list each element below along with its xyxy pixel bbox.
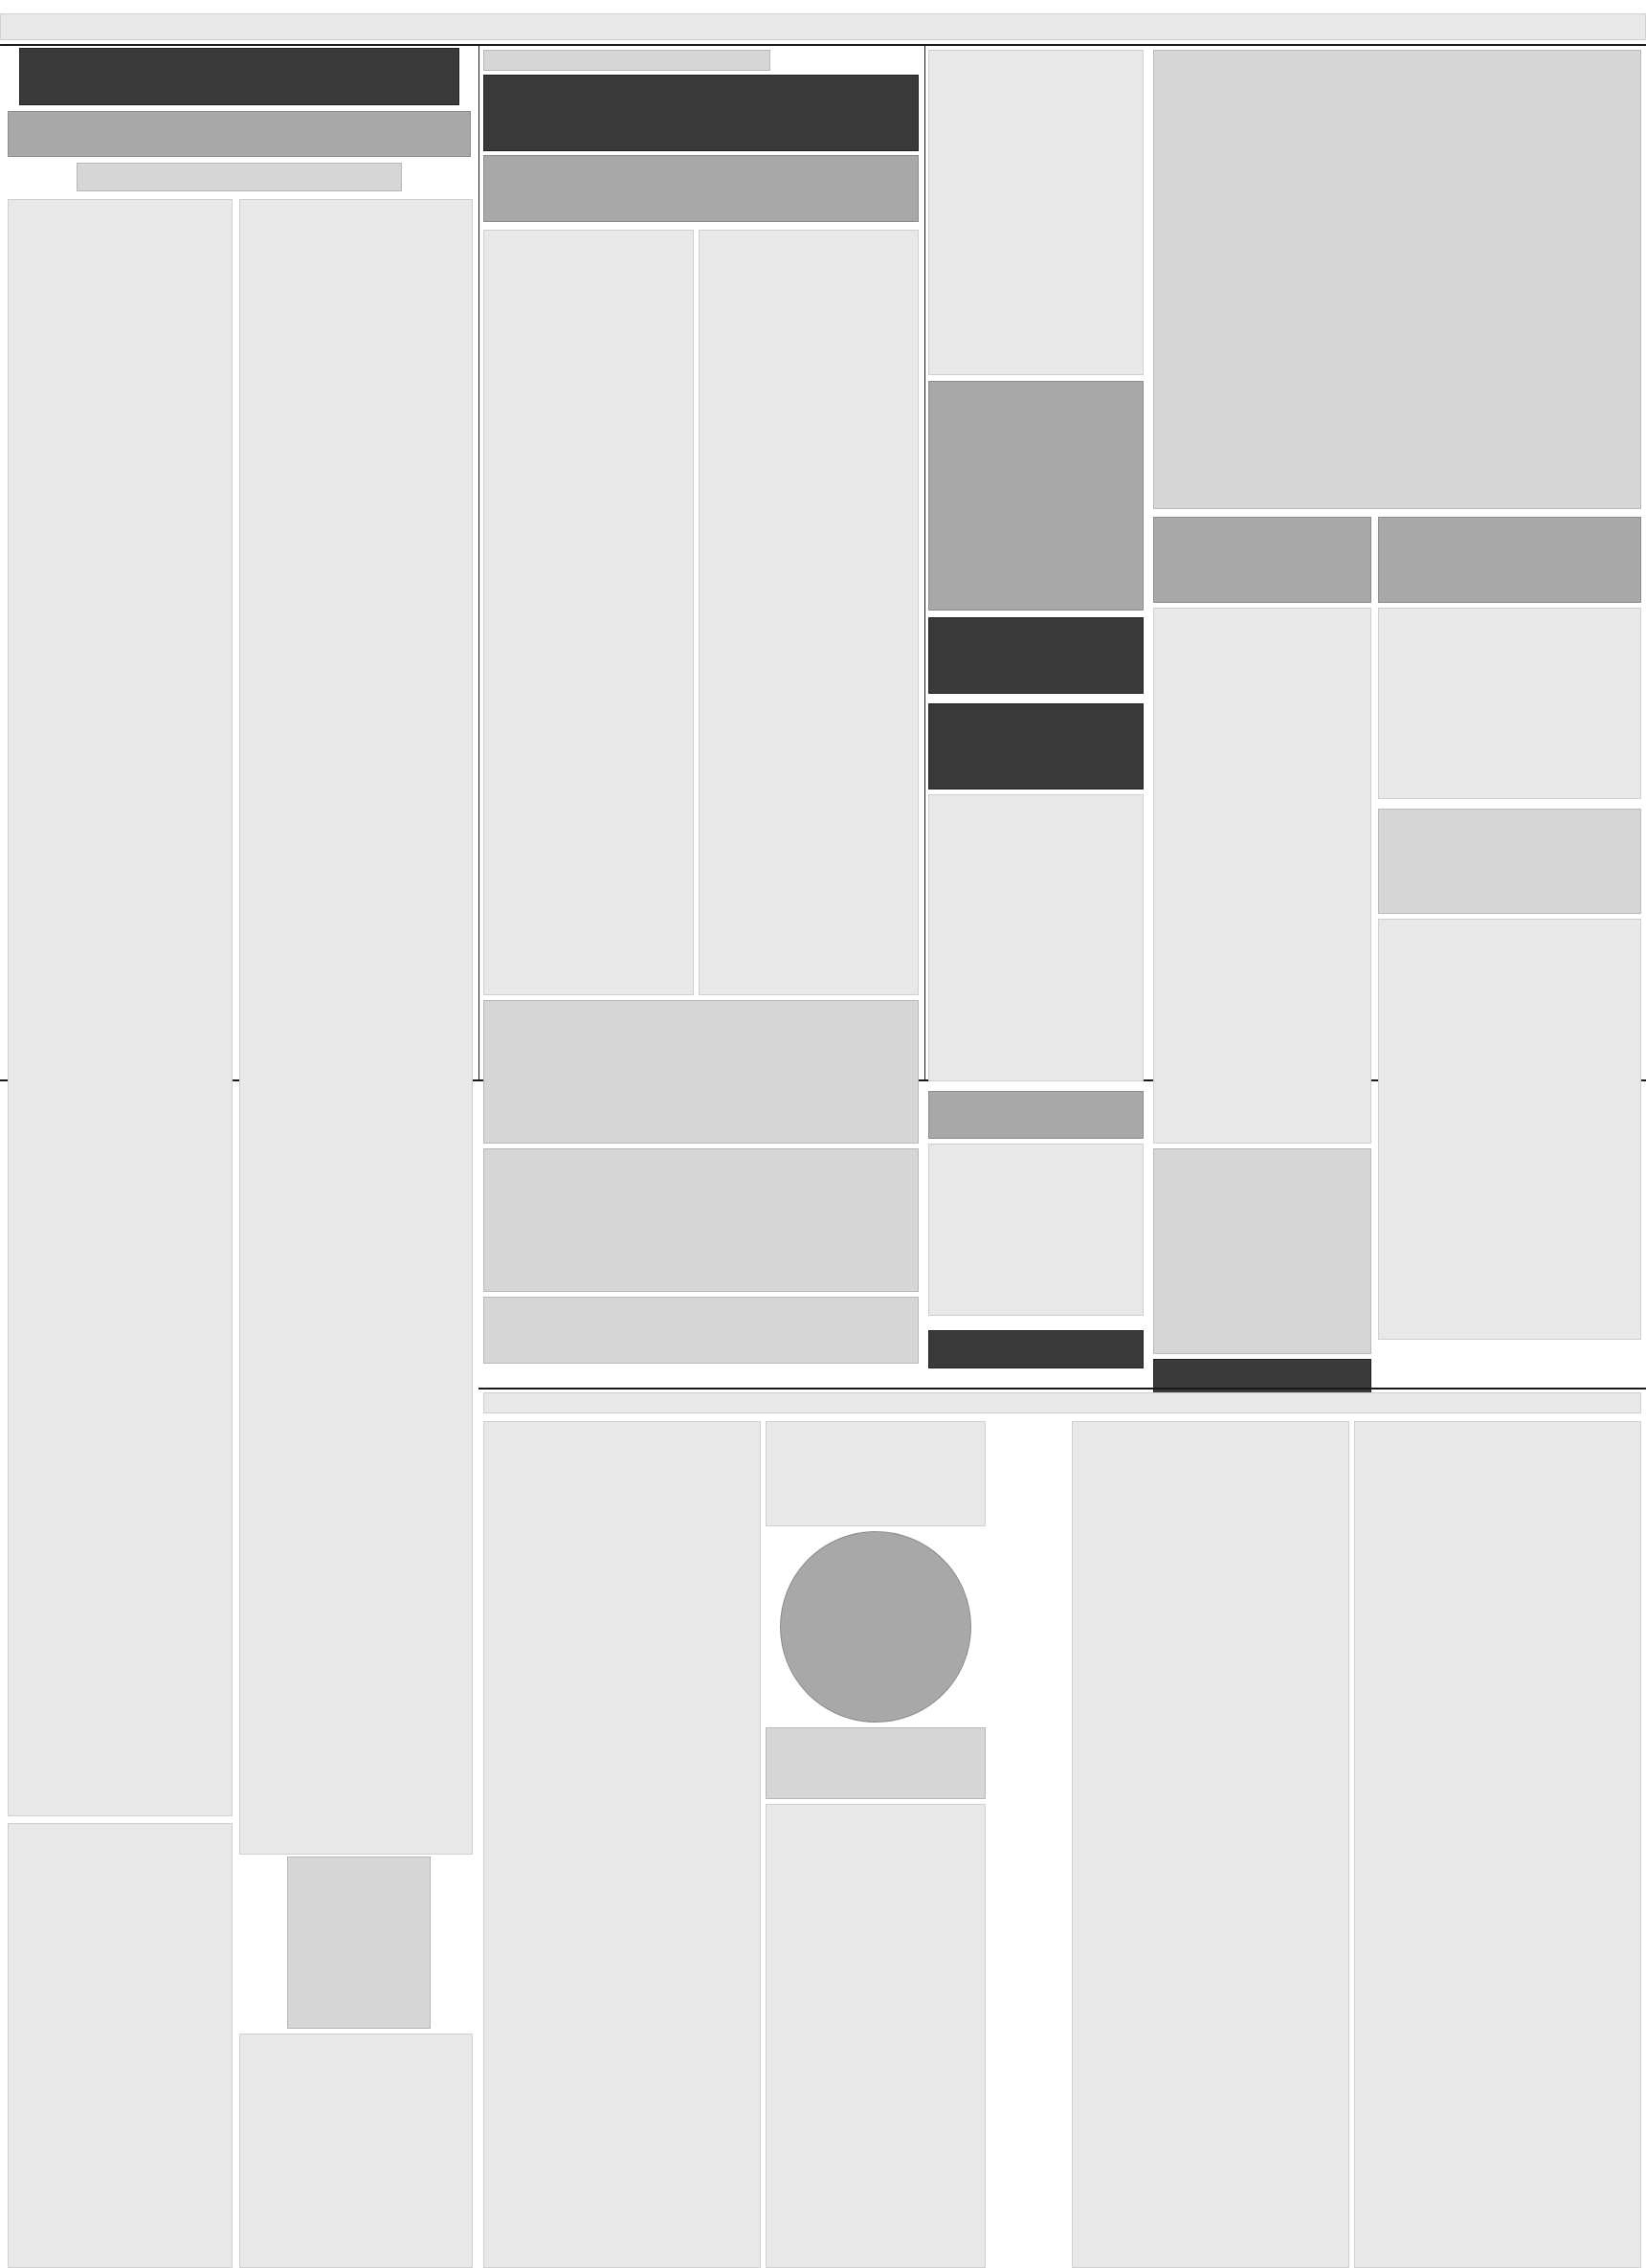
education-article-body bbox=[928, 50, 1144, 375]
history-article-body bbox=[483, 1421, 761, 2268]
advertisement-box bbox=[483, 1148, 919, 1292]
advertisement-box bbox=[483, 1000, 919, 1144]
history-article-body bbox=[766, 1421, 986, 1526]
sport-subheadline bbox=[77, 163, 402, 191]
masthead-line bbox=[0, 13, 1646, 40]
history-article-body bbox=[1072, 1421, 1349, 2268]
advertisement-box bbox=[1153, 50, 1641, 509]
section-heading bbox=[928, 703, 1144, 789]
sport-article-body bbox=[8, 1823, 233, 2268]
advertisement-box bbox=[928, 381, 1144, 611]
advertisement-box bbox=[483, 1297, 919, 1364]
column-rule bbox=[0, 44, 1646, 46]
sport-article-body bbox=[1378, 919, 1641, 1340]
education-article-body bbox=[699, 230, 919, 995]
sport-header bbox=[19, 48, 459, 105]
education-headline bbox=[483, 75, 919, 151]
history-article-body bbox=[766, 1804, 986, 2268]
advertisement-box bbox=[928, 617, 1144, 694]
column-rule bbox=[478, 1388, 1646, 1390]
history-article-body bbox=[1354, 1421, 1641, 2268]
sport-article-body bbox=[1378, 608, 1641, 799]
sport-article-body bbox=[8, 199, 233, 1816]
section-heading bbox=[483, 50, 770, 71]
history-photo bbox=[780, 1531, 971, 1723]
sport-headline bbox=[8, 111, 471, 157]
column-rule bbox=[478, 46, 479, 1079]
section-heading bbox=[928, 1330, 1144, 1368]
advertisement-box bbox=[1378, 517, 1641, 603]
section-heading bbox=[1378, 809, 1641, 914]
advertisement-box bbox=[1153, 1148, 1371, 1354]
advertisement-box bbox=[1153, 1359, 1371, 1397]
sport-article-body bbox=[1153, 608, 1371, 1144]
masthead-line bbox=[483, 1392, 1641, 1413]
sport-article-body bbox=[928, 794, 1144, 1081]
education-article-body bbox=[483, 230, 694, 995]
sport-article-body bbox=[928, 1144, 1144, 1316]
education-subheadline bbox=[483, 155, 919, 222]
sport-article-body bbox=[239, 199, 473, 1855]
advertisement-box bbox=[1153, 517, 1371, 603]
section-heading bbox=[928, 1091, 1144, 1139]
advertisement-box bbox=[287, 1857, 431, 2029]
column-rule bbox=[924, 46, 925, 1079]
sport-article-body bbox=[239, 2034, 473, 2268]
history-photo bbox=[766, 1727, 986, 1799]
